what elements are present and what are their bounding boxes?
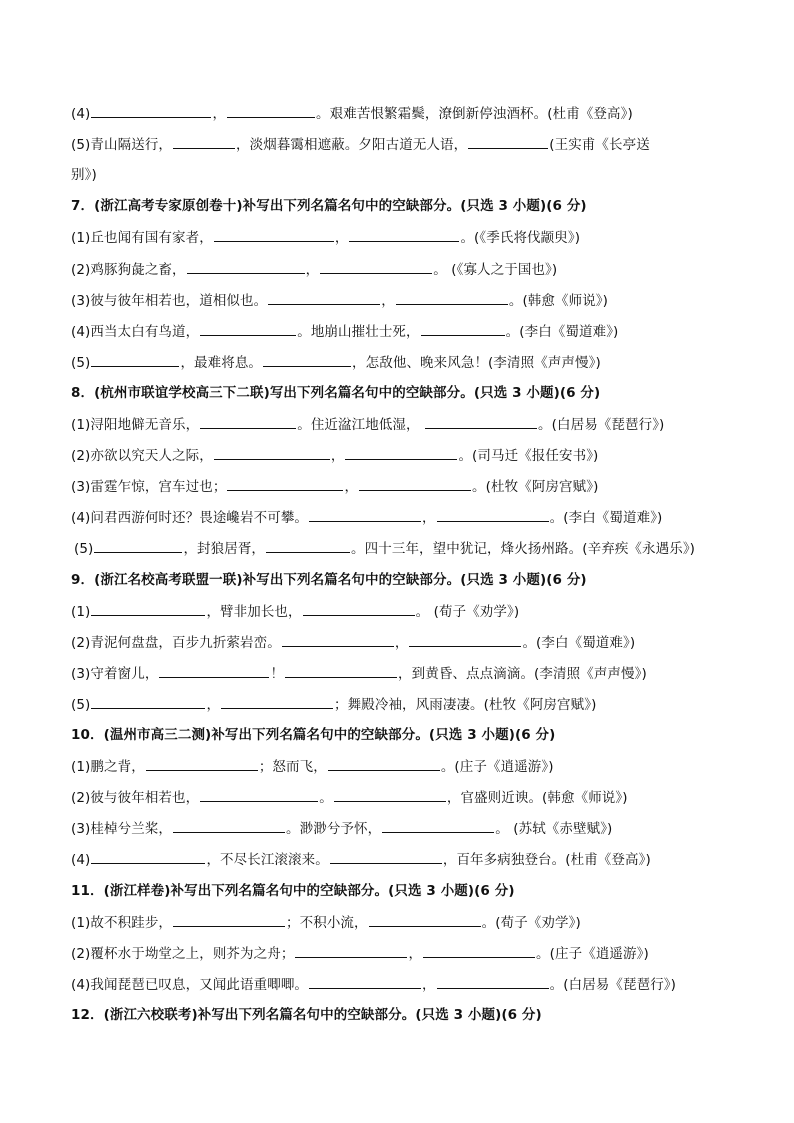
line-text: 8．(杭州市联谊学校高三下二联)写出下列名篇名句中的空缺部分。(只选 3 小题)(6 分) [71,384,601,401]
line-text: 。(司马迁《报任安书》) [458,448,599,465]
question-item [71,819,612,838]
line-text: ；不积小流， [286,914,368,931]
answer-blank[interactable] [285,664,397,678]
answer-blank[interactable] [425,415,537,429]
answer-blank[interactable] [309,508,421,522]
line-text: 。(李白《蜀道难》) [549,510,663,527]
line-text: (5) [74,541,94,558]
question-item [71,602,519,621]
line-text: 9．(浙江名校高考联盟一联)补写出下列名篇名句中的空缺部分。(只选 3 小题)(6 分) [71,571,587,588]
answer-blank[interactable] [94,539,182,553]
line-text: ，百年多病独登台。(杜甫《登高》) [442,852,651,869]
line-text: 。艰难苦恨繁霜鬓，潦倒新停浊酒杯。(杜甫《登高》) [316,106,633,122]
line-text: (2)亦欲以究天人之际， [71,448,213,465]
answer-blank[interactable] [369,913,481,927]
answer-blank[interactable] [266,539,350,553]
answer-blank[interactable] [309,975,421,989]
question-heading [71,571,587,589]
line-text: 。四十三年，望中犹记，烽火扬州路。(辛弃疾《永遇乐》) [351,541,696,558]
question-item [71,913,581,932]
line-text: ，不尽长江滚滚来。 [206,852,329,869]
line-text: (1)鹏之背， [71,759,145,776]
question-item [71,166,97,184]
line-text: ， [305,261,320,278]
line-text: 。 (苏轼《赤壁赋》) [495,821,613,838]
question-heading [71,882,515,900]
question-item [71,322,618,341]
line-text: 。 (《寡人之于国也》) [433,261,558,278]
line-text: ，封狼居胥， [183,541,266,558]
answer-blank[interactable] [303,602,415,616]
question-item [71,260,557,279]
answer-blank[interactable] [328,757,440,771]
line-text: ；舞殿冷袖，风雨凄凄。(杜牧《阿房宫赋》) [334,696,597,713]
answer-blank[interactable] [91,850,205,864]
answer-blank[interactable] [173,135,235,149]
line-text: 。(韩愈《师说》) [508,292,609,309]
answer-blank[interactable] [173,913,285,927]
line-text: 别》) [71,167,97,184]
line-text: ，怎敌他、晚来风急！(李清照《声声慢》) [352,354,601,371]
line-text: 。(杜牧《阿房宫赋》) [472,479,599,496]
line-text: 。(李白《蜀道难》) [505,323,619,340]
question-heading [71,197,587,215]
answer-blank[interactable] [330,850,442,864]
line-text: 。(庄子《逍遥游》) [536,945,649,962]
line-text: (3)守着窗儿， [71,665,159,682]
line-text: 12．(浙江六校联考)补写出下列名篇名句中的空缺部分。(只选 3 小题)(6 分) [71,1006,542,1023]
question-item [71,104,633,123]
line-text: (1)浔阳地僻无音乐， [71,417,200,433]
line-text: 10．(温州市高三二测)补写出下列名篇名句中的空缺部分。(只选 3 小题)(6 分) [71,727,556,743]
line-text: (2)青泥何盘盘，百步九折萦岩峦。 [71,634,281,651]
question-item [71,415,664,434]
question-item [71,788,628,807]
question-heading [71,384,600,402]
line-text: 7．(浙江高考专家原创卷十)补写出下列名篇名句中的空缺部分。(只选 3 小题)(6 分) [71,198,587,215]
answer-blank[interactable] [282,633,394,647]
question-item [71,135,650,154]
line-text: ；怒而飞， [258,759,327,776]
answer-blank[interactable] [173,819,285,833]
answer-blank[interactable] [468,135,548,149]
question-item [74,539,695,558]
line-text: (3)雷霆乍惊，宫车过也； [71,479,227,496]
line-text: ， [212,106,227,122]
line-text: (王实甫《长亭送 [549,137,650,154]
question-item [71,228,580,247]
line-text: ， [422,976,436,993]
line-text: 。渺渺兮予怀， [286,821,382,838]
answer-blank[interactable] [334,788,446,802]
answer-blank[interactable] [382,819,494,833]
answer-blank[interactable] [268,291,380,305]
line-text: 。住近湓江地低湿， [297,417,425,433]
line-text: ， [408,945,423,962]
question-item [71,353,601,372]
question-item [71,944,649,963]
line-text: (2)覆杯水于坳堂之上，则芥为之舟； [71,945,295,962]
line-text: (3)桂棹兮兰桨， [71,821,173,838]
line-text: (5) [71,354,91,371]
line-text: ， [330,448,345,465]
line-text: ！ [270,665,285,682]
answer-blank[interactable] [421,322,505,336]
answer-blank[interactable] [349,228,459,242]
answer-blank[interactable] [345,446,457,460]
line-text: ，到黄昏、点点滴滴。(李清照《声声慢》) [398,665,647,682]
question-item [71,664,647,683]
line-text: (4) [71,852,91,869]
line-text: (4)问君西游何时还？畏途巉岩不可攀。 [71,510,309,527]
line-text: 。(《季氏将伐颛臾》) [460,230,581,247]
line-text: (1)故不积跬步， [71,914,173,931]
question-item [71,477,598,496]
line-text: (2)鸡豚狗彘之畜， [71,261,186,278]
answer-blank[interactable] [396,291,508,305]
line-text: (5) [71,696,91,713]
answer-blank[interactable] [146,757,258,771]
answer-blank[interactable] [91,695,205,709]
line-text: 。地崩山摧壮士死， [297,323,420,340]
line-text: ， [422,510,436,527]
answer-blank[interactable] [295,944,407,958]
question-item [71,695,596,714]
question-item [71,633,635,652]
line-text: (1)丘也闻有国有家者， [71,230,213,247]
line-text: ， [344,479,359,496]
question-heading [71,726,555,744]
line-text: ， [394,634,409,651]
line-text: ， [381,292,395,309]
line-text: (3)彼与彼年相若也，道相似也。 [71,292,268,309]
answer-blank[interactable] [200,788,318,802]
line-text: ，臂非加长也， [206,603,302,620]
question-item [71,291,608,310]
line-text: ，官盛则近谀。(韩愈《师说》) [446,790,628,807]
answer-blank[interactable] [227,477,343,491]
line-text: (4)西当太白有鸟道， [71,323,200,340]
answer-blank[interactable] [214,228,334,242]
line-text: ，淡烟暮霭相遮蔽。夕阳古道无人语， [236,137,468,154]
answer-blank[interactable] [263,353,351,367]
line-text: 。(白居易《琵琶行》) [538,417,665,433]
answer-blank[interactable] [359,477,471,491]
answer-blank[interactable] [159,664,269,678]
answer-blank[interactable] [214,446,330,460]
answer-blank[interactable] [409,633,521,647]
answer-blank[interactable] [200,322,296,336]
answer-blank[interactable] [423,944,535,958]
line-text: 11．(浙江样卷)补写出下列名篇名句中的空缺部分。(只选 3 小题)(6 分) [71,882,515,899]
line-text: 。(荀子《劝学》) [481,914,581,931]
line-text: 。(庄子《逍遥游》) [440,759,554,776]
line-text: (4)我闻琵琶已叹息，又闻此语重唧唧。 [71,976,309,993]
answer-blank[interactable] [437,975,549,989]
answer-blank[interactable] [91,353,179,367]
line-text: 。(李白《蜀道难》) [522,634,636,651]
answer-blank[interactable] [437,508,549,522]
answer-blank[interactable] [200,415,296,429]
line-text: ， [334,230,349,247]
question-item [71,975,676,994]
line-text: (2)彼与彼年相若也， [71,790,200,807]
question-item [71,757,554,776]
line-text: 。 (荀子《劝学》) [415,603,520,620]
answer-blank[interactable] [320,260,432,274]
line-text: (5)青山隔送行， [71,137,173,154]
line-text: 。 [319,790,333,807]
line-text: ，最难将息。 [180,354,263,371]
line-text: 。(白居易《琵琶行》) [549,976,677,993]
question-item [71,850,651,869]
question-heading [71,1006,542,1024]
line-text: (4) [71,106,91,122]
answer-blank[interactable] [91,602,205,616]
answer-blank[interactable] [221,695,333,709]
question-item [71,508,662,527]
question-item [71,446,598,465]
answer-blank[interactable] [187,260,305,274]
answer-blank[interactable] [227,104,315,118]
line-text: (1) [71,603,91,620]
answer-blank[interactable] [91,104,211,118]
line-text: ， [206,696,221,713]
